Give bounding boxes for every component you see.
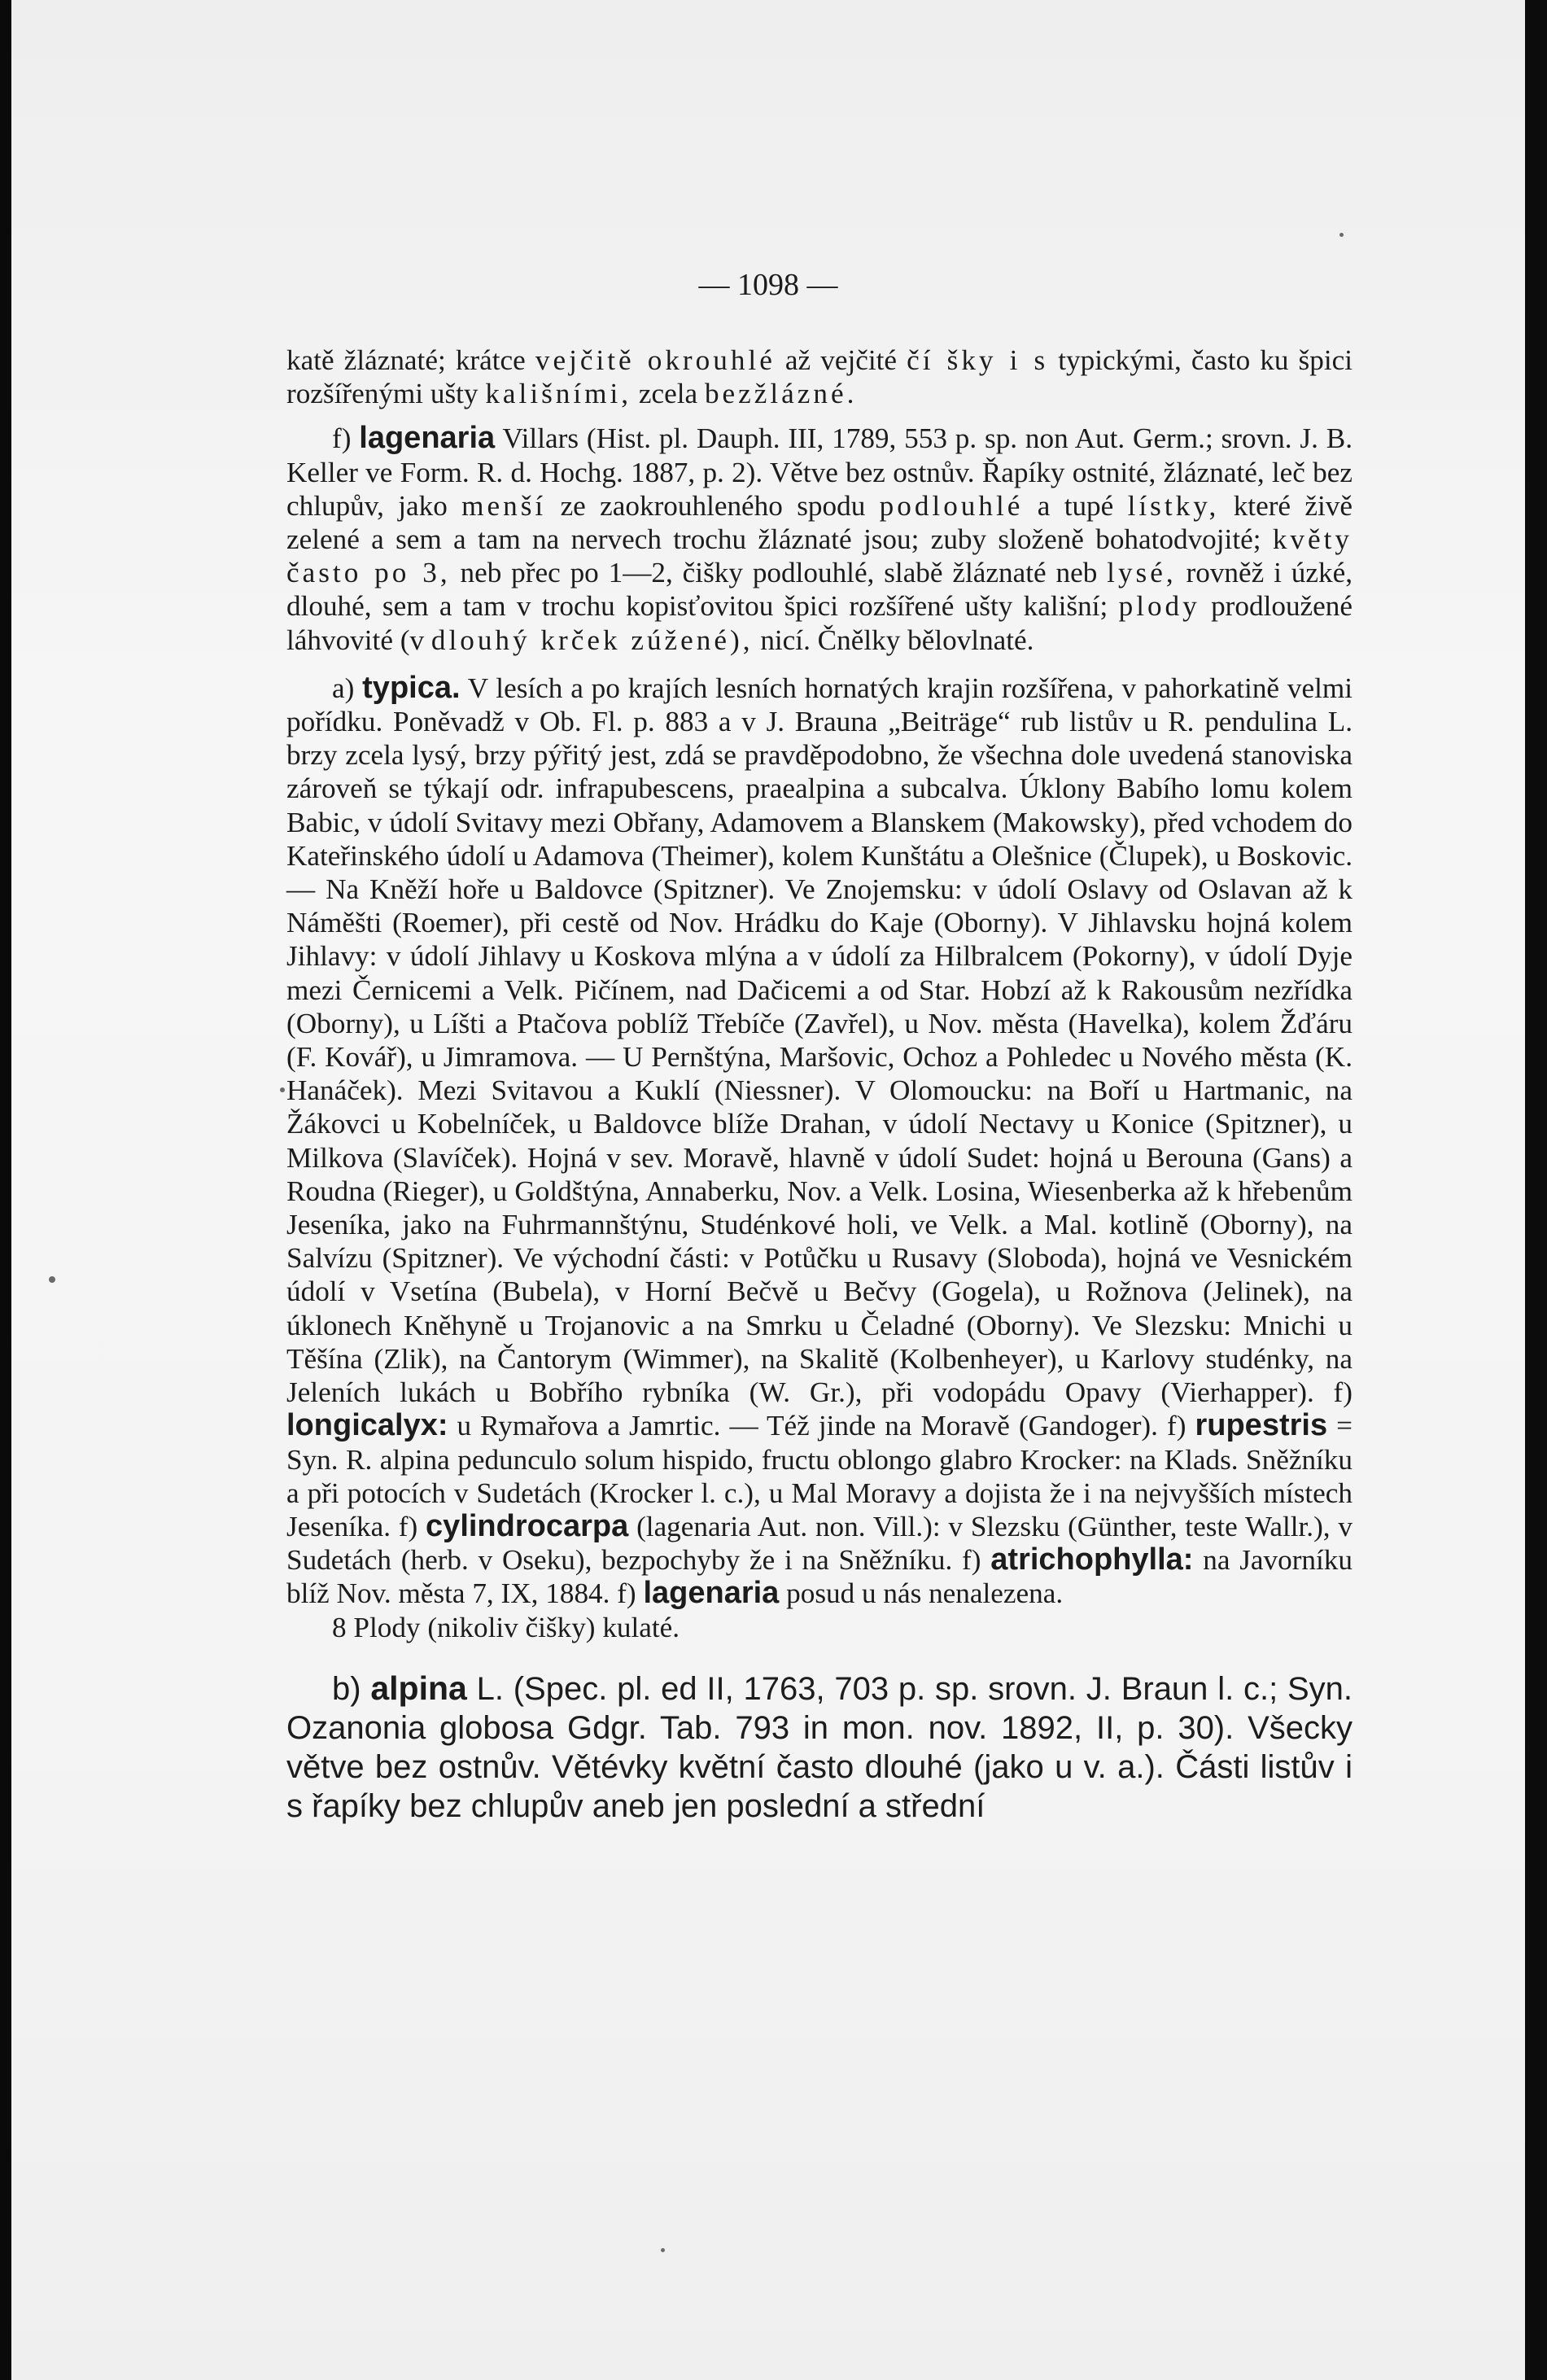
text-run: Villars (Hist. pl. Dauph. III, 1789, 553 p. sp. non Aut. Germ.; srovn. J. B. Keller ve Form. R. d. Hochg. 1887, p. 2). Větve bez ostnův. Řapíky ostnité, žláznaté, leč bez chlupův, jako [286,422,1353,522]
text-run: (lagenaria Aut. non. Vill.): v Slezsku (Günther, teste Wallr.), v Sudetách (herb. v Oseku), bezpochyby že i na Sněžníku. f) [286,1510,1353,1577]
taxon-name-alpina: alpina [370,1669,467,1707]
taxon-name-typica: typica. [362,670,461,705]
paper-speck [661,2248,665,2252]
fruit-symbol: 8 [332,1611,347,1643]
text-run: rovněž i úzké, dlouhé, sem a tam v trochu kopisťovitou špici rozšířené ušty kališní; [286,557,1353,623]
text-run: = Syn. R. alpina pedunculo solum hispido, fructu oblongo glabro Krocker: na Klads. Sněžníku a při potocích v Sudetách (Krocker l. c.), u Mal Moravy a dojista že i na nejvyšších místech Jeseníka. f) [286,1410,1353,1542]
spaced-text: kališními, [485,378,632,410]
paragraph-fruit-note [286,1611,1353,1644]
entry-label: f) [332,422,360,455]
spaced-text: lístky, [1127,489,1220,522]
text-run: V lesích a po krajích lesních hornatých krajin rozšířena, v pahorkatině velmi pořídku. Poněvadž v Ob. Fl. p. 883 a v J. Brauna „Beiträge“ rub listův u R. pendulina L. brzy zcela lysý, brzy pýřitý jest, zdá se pravděpodobno, že všechna dole uvedená stanoviska zároveň se týkají odr. infrapubescens, praealpina a subcalva. Úklony Babího lomu kolem Babic, v údolí Svitavy mezi Obřany, Adamovem a Blanskem (Makowsky), před vchodem do Kateřinského údolí u Adamova (Theimer), kolem Kunštátu a Olešnice (Člupek), u Boskovic. — Na Kněží hoře u Baldovce (Spitzner). Ve Znojemsku: v údolí Oslavy od Oslavan až k Náměšti (Roemer), při cestě od Nov. Hrádku do Kaje (Oborny). V Jihlavsku hojná kolem Jihlavy: v údolí Jihlavy u Koskova mlýna a v údolí za Hilbralcem (Pokorny), v údolí Dyje mezi Černicemi a Velk. Pičínem, nad Dačicemi a od Star. Hobzí až k Rakousům nezřídka (Oborny), u Líšti a Ptačova poblíž Třebíče (Zavřel), u Nov. města (Havelka), kolem Žďáru (F. Kovář), u Jimramova. — U Pernštýna, Maršovic, Ochoz a Pohledec u Nového města (K. Hanáček). Mezi Svitavou a Kuklí (Niessner). V Olomoucku: na Boří u Hartmanic, na Žákovci u Kobelníček, u Baldovce blíže Drahan, v údolí Nectavy u Konice (Spitzner), u Milkova (Slavíček). Hojná v sev. Moravě, hlavně v údolí Sudet: hojná u Berouna (Gans) a Roudna (Rieger), u Goldštýna, Annaberku, Nov. a Velk. Losina, Wiesenberka až k hřebenům Jeseníka, jako na Fuhrmannštýnu, Studénkové holi, ve Velk. a Mal. kotlině (Oborny), na Salvízu (Spitzner). Ve východní části: v Potůčku u Rusavy (Sloboda), hojná ve Vesnickém údolí v Vsetína (Bubela), v Horní Bečvě u Bečvy (Gogela), u Rožnova (Jelinek), na úklonech Kněhyně u Trojanovic a na Smrku u Čeladné (Oborny). Ve Slezsku: Mnichi u Těšína (Zlik), na Čantorym (Wimmer), na Skalitě (Kolbenheyer), u Karlovy studénky, na Jeleních lukách u Bobřího rybníka (W. Gr.), při vodopádu Opavy (Vierhapper). f) [286,672,1353,1409]
scan-edge-left [0,0,11,2380]
spaced-text: často po 3, [286,557,451,589]
text-run: u Rymařova a Jamrtic. — Též jinde na Moravě (Gandoger). f) [448,1410,1195,1442]
taxon-name-cylindrocarpa: cylindrocarpa [426,1508,629,1543]
page-number: — 1098 — [698,268,838,302]
spaced-text: dlouhý krček zúžené), [430,623,754,656]
spaced-text: bezžlázné. [704,378,858,410]
entry-label: a) [332,672,363,704]
taxon-name-lagenaria-2: lagenaria [643,1576,780,1611]
paper-speck [49,1276,55,1283]
text-run: L. (Spec. pl. ed II, 1763, 703 p. sp. srovn. J. Braun l. c.; Syn. Ozanonia globosa Gdgr. Tab. 793 in mon. nov. 1892, II, p. 30). Všecky větve bez ostnův. Větévky květní často dlouhé (jako u v. a.). Části listův i s řapíky bez chlupův aneb jen poslední a střední [286,1670,1353,1824]
spaced-text: podlouhlé [879,489,1024,522]
scan-edge-right [1525,0,1547,2380]
text-run: neb přec po 1—2, čišky podlouhlé, slabě žláznaté neb [450,557,1108,589]
taxon-name-lagenaria: lagenaria [359,421,496,456]
text-run: které živě zelené a sem a tam na nervech trochu žláznaté jsou; zuby složeně bohatodvojité; [286,489,1353,556]
text-run: zcela [631,378,705,410]
text-run: katě žláznaté; krátce [286,344,535,376]
taxon-name-longicalyx: longicalyx: [286,1408,448,1443]
entry-label: b) [332,1670,371,1707]
text-run: posud u nás nenalezena. [779,1577,1064,1610]
spaced-text: plody [1118,590,1200,623]
text-run: ze zaokrouhleného spodu [546,489,880,522]
spaced-text: květy [1272,523,1353,556]
text-run: Plody (nikoliv čišky) kulaté. [346,1611,680,1643]
text-run: prodloužené láhvovité (v [286,590,1353,656]
text-run: na Javorníku blíž Nov. města 7, IX, 1884. f) [286,1544,1353,1610]
text-run: typickými, často ku špici rozšířenými ušty [286,344,1353,410]
spaced-text: menší [461,489,547,522]
book-page [11,0,1525,2380]
paragraph-calyx-description [286,343,1353,410]
text-run: až vejčité [775,344,907,376]
taxon-name-atrichophylla: atrichophylla: [990,1542,1194,1577]
paper-speck [1339,233,1344,237]
spaced-text: čí šky i s [907,344,1049,376]
paragraph-alpina [286,1669,1353,1826]
spaced-text: lysé, [1107,557,1177,589]
taxon-name-rupestris: rupestris [1195,1408,1328,1443]
text-run: nicí. Čnělky bělovlnaté. [753,623,1034,656]
paragraph-lagenaria [286,422,1353,656]
spaced-text: vejčitě okrouhlé [535,344,776,376]
paper-speck [280,1087,285,1092]
paragraph-typica [286,672,1353,1611]
page-body [286,343,1353,1826]
text-run: a tupé [1023,489,1128,522]
